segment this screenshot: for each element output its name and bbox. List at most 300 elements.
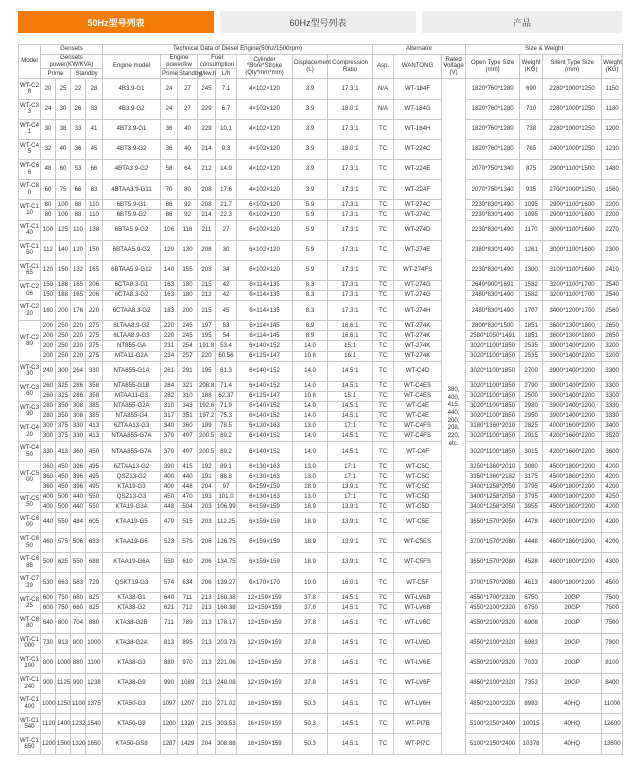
displacement-cell: 3.9 <box>293 139 328 159</box>
engine-model-cell: KTAA19-G6A <box>103 553 161 573</box>
silent-weight-cell: 1560 <box>602 180 623 200</box>
fuel-lh-cell: 14.9 <box>216 160 237 180</box>
asp-cell: TC <box>373 633 394 653</box>
open-size-cell: 2480*830*1490 <box>466 301 520 321</box>
displacement-cell: 37.8 <box>293 674 328 694</box>
asp-cell: TC <box>373 160 394 180</box>
open-size-cell: 2800*830*1500 <box>466 321 520 331</box>
cylinder-cell: 6×102×120 <box>237 210 293 220</box>
header-engine-prime: Prime <box>161 69 178 79</box>
asp-cell: TC <box>373 200 394 210</box>
table-row <box>19 240 623 260</box>
engine-prime-cell: 106 <box>161 220 178 240</box>
engine-prime-cell: 310 <box>161 401 178 411</box>
fuel-gkwh-cell: 206 <box>198 573 216 593</box>
silent-size-cell: 20GP <box>543 603 602 613</box>
asp-cell: TC <box>373 361 394 381</box>
silent-weight-cell: 4250 <box>602 492 623 502</box>
standby-kw-cell: 583 <box>71 573 86 593</box>
silent-size-cell: 2400*1000*1250 <box>543 139 602 159</box>
asp-cell: TC <box>373 734 394 755</box>
open-size-cell: 3020*1100*1850 <box>466 361 520 381</box>
open-size-cell: 1820*760*1280 <box>466 99 520 119</box>
compression-cell: 17:1 <box>328 422 373 432</box>
open-size-cell: 2380*830*1490 <box>466 240 520 260</box>
compression-cell: 17.3:1 <box>328 260 373 280</box>
fuel-lh-cell: 10.1 <box>216 119 237 139</box>
tab-bar <box>18 11 622 33</box>
standby-kva-cell: 825 <box>86 603 103 613</box>
standby-kva-cell: 550 <box>86 492 103 502</box>
standby-kva-cell: 275 <box>86 341 103 351</box>
fuel-gkwh-cell: 191 <box>198 472 216 482</box>
wantong-cell: WT-C5ES <box>394 532 442 552</box>
asp-cell: TC <box>373 240 394 260</box>
displacement-cell: 10.8 <box>293 351 328 361</box>
silent-size-cell: 40HQ <box>543 694 602 714</box>
engine-prime-cell: 36 <box>161 139 178 159</box>
fuel-lh-cell: 54 <box>216 331 237 341</box>
fuel-lh-cell: 308.88 <box>216 734 237 755</box>
open-size-cell: 3020*1100*1850 <box>466 442 520 462</box>
standby-kw-cell: 308 <box>71 401 86 411</box>
open-size-cell: 3020*1100*1850 <box>466 401 520 411</box>
wantong-cell: WT-C4D <box>394 361 442 381</box>
model-cell: WT-C880 <box>19 613 41 633</box>
cylinder-cell: 12×159×159 <box>237 674 293 694</box>
silent-size-cell: 20GP <box>543 674 602 694</box>
header-alternator: Alternator <box>373 45 466 55</box>
engine-model-cell: KTA38-G2A <box>103 633 161 653</box>
silent-size-cell: 3900*1400*2200 <box>543 381 602 391</box>
engine-model-cell: KTA19-G3A <box>103 502 161 512</box>
wantong-cell: WT-224F <box>394 180 442 200</box>
open-size-cell: 2230*830*1490 <box>466 220 520 240</box>
engine-prime-cell: 574 <box>161 573 178 593</box>
silent-weight-cell: 2270 <box>602 220 623 240</box>
open-weight-cell: 3955 <box>520 502 543 512</box>
displacement-cell: 19.0 <box>293 573 328 593</box>
prime-kw-cell: 1200 <box>41 734 56 755</box>
cylinder-cell: 6×114×135 <box>237 301 293 321</box>
prime-kva-cell: 350 <box>56 401 71 411</box>
fuel-gkwh-cell: 213 <box>198 603 216 613</box>
standby-kva-cell: 150 <box>86 240 103 260</box>
table-row <box>19 139 623 159</box>
fuel-gkwh-cell: 208.8 <box>198 381 216 391</box>
fuel-gkwh-cell: 212 <box>198 160 216 180</box>
engine-prime-cell: 400 <box>161 482 178 492</box>
engine-model-cell: NTA855-G4 <box>103 411 161 421</box>
engine-prime-cell: 282 <box>161 391 178 401</box>
open-size-cell: 4550*2100*2320 <box>466 653 520 673</box>
open-size-cell: 3700*1570*2080 <box>466 573 520 593</box>
model-cell: WT-C280 <box>19 321 41 361</box>
header-weight-silent: Weight (KG) <box>602 55 623 79</box>
engine-prime-cell: 163 <box>161 280 178 290</box>
standby-kva-cell: 495 <box>86 462 103 472</box>
standby-kva-cell: 413 <box>86 422 103 432</box>
engine-standby-cell: 407 <box>178 442 198 462</box>
engine-standby-cell: 407 <box>178 432 198 442</box>
engine-standby-cell: 27 <box>178 79 198 99</box>
model-cell: WT-C1650 <box>19 734 41 755</box>
engine-standby-cell: 310 <box>178 391 198 401</box>
prime-kva-cell: 1400 <box>56 714 71 734</box>
open-size-cell: 3350*1360*2182 <box>466 472 520 482</box>
silent-weight-cell: 4200 <box>602 472 623 482</box>
engine-standby-cell: 415 <box>178 462 198 472</box>
asp-cell: TC <box>373 260 394 280</box>
cylinder-cell: 6×159×159 <box>237 512 293 532</box>
prime-kva-cell: 325 <box>56 381 71 391</box>
engine-prime-cell: 450 <box>161 492 178 502</box>
engine-prime-cell: 24 <box>161 99 178 119</box>
fuel-gkwh-cell: 203 <box>198 502 216 512</box>
engine-model-cell: 6BTAA5.9-G2 <box>103 240 161 260</box>
compression-cell: 14.5:1 <box>328 694 373 714</box>
silent-size-cell: 4600*1800*2200 <box>543 512 602 532</box>
open-size-cell: 4850*2100*2320 <box>466 694 520 714</box>
open-size-cell: 3700*1570*2080 <box>466 532 520 552</box>
engine-prime-cell: 711 <box>161 613 178 633</box>
fuel-gkwh-cell: 195 <box>198 361 216 381</box>
wantong-cell: WT-184F <box>394 79 442 99</box>
prime-kw-cell: 300 <box>41 432 56 442</box>
table-row <box>19 260 623 280</box>
prime-kva-cell: 450 <box>56 462 71 472</box>
silent-weight-cell: 2650 <box>602 331 623 341</box>
compression-cell: 15:1 <box>328 391 373 401</box>
fuel-gkwh-cell: 220 <box>198 351 216 361</box>
standby-kva-cell: 1100 <box>86 653 103 673</box>
silent-weight-cell: 12600 <box>602 714 623 734</box>
compression-cell: 17:1 <box>328 472 373 482</box>
engine-model-cell: 4BT3.9-G1 <box>103 119 161 139</box>
table-row <box>19 502 623 512</box>
engine-prime-cell: 120 <box>161 240 178 260</box>
silent-size-cell: 20GP <box>543 653 602 673</box>
standby-kw-cell: 286 <box>71 381 86 391</box>
table-row <box>19 573 623 593</box>
tab-50hz[interactable]: 50Hz型号列表 <box>18 11 214 33</box>
standby-kw-cell: 440 <box>71 502 86 512</box>
prime-kw-cell: 640 <box>41 613 56 633</box>
engine-model-cell: MTA11-G2A <box>103 351 161 361</box>
open-weight-cell: 2915 <box>520 432 543 442</box>
open-weight-cell: 1095 <box>520 200 543 210</box>
tab-60hz[interactable]: 60Hz型号列表 <box>220 11 416 33</box>
table-row <box>19 210 623 220</box>
engine-prime-cell: 523 <box>161 532 178 552</box>
open-weight-cell: 7033 <box>520 653 543 673</box>
asp-cell: TC <box>373 291 394 301</box>
displacement-cell: 13.0 <box>293 422 328 432</box>
silent-size-cell: 4200*1600*2200 <box>543 442 602 462</box>
engine-prime-cell: 448 <box>161 502 178 512</box>
prime-kva-cell: 1125 <box>56 674 71 694</box>
asp-cell: TC <box>373 210 394 220</box>
asp-cell: TC <box>373 119 394 139</box>
open-size-cell: 3180*1360*2010 <box>466 422 520 432</box>
engine-prime-cell: 340 <box>161 422 178 432</box>
displacement-cell: 37.8 <box>293 633 328 653</box>
displacement-cell: 3.9 <box>293 160 328 180</box>
engine-standby-cell: 610 <box>178 553 198 573</box>
fuel-lh-cell: 45 <box>216 301 237 321</box>
table-row <box>19 442 623 462</box>
wantong-cell: WT-C5C <box>394 472 442 482</box>
open-size-cell: 2640*900*1691 <box>466 280 520 290</box>
silent-weight-cell: 4200 <box>602 502 623 512</box>
prime-kva-cell: 663 <box>56 573 71 593</box>
engine-model-cell: 4BT3.9-G2 <box>103 139 161 159</box>
silent-weight-cell: 3300 <box>602 391 623 401</box>
silent-weight-cell: 2200 <box>602 210 623 220</box>
engine-standby-cell: 40 <box>178 139 198 159</box>
engine-standby-cell: 116 <box>178 220 198 240</box>
table-row <box>19 482 623 492</box>
open-weight-cell: 2700 <box>520 361 543 381</box>
engine-standby-cell: 180 <box>178 280 198 290</box>
prime-kw-cell: 24 <box>41 99 56 119</box>
engine-model-cell: 6LTAA8.9-G3 <box>103 331 161 341</box>
standby-kw-cell: 1320 <box>71 734 86 755</box>
asp-cell: TC <box>373 694 394 714</box>
open-weight-cell: 10378 <box>520 734 543 755</box>
displacement-cell: 50.3 <box>293 714 328 734</box>
silent-weight-cell: 2200 <box>602 200 623 210</box>
table-row <box>19 401 623 411</box>
engine-model-cell: NTA855-G1A <box>103 361 161 381</box>
cylinder-cell: 12×159×159 <box>237 653 293 673</box>
header-wantong: WANTONG <box>394 55 442 79</box>
cylinder-cell: 12×159×159 <box>237 603 293 613</box>
silent-weight-cell: 8400 <box>602 674 623 694</box>
standby-kw-cell: 26 <box>71 99 86 119</box>
table-row <box>19 351 623 361</box>
open-weight-cell: 1707 <box>520 301 543 321</box>
table-row <box>19 280 623 290</box>
open-weight-cell: 1261 <box>520 240 543 260</box>
standby-kw-cell: 396 <box>71 462 86 472</box>
prime-kw-cell: 400 <box>41 502 56 512</box>
rated-voltage-cell: 380, 400, 415, 440, 200, 208, 220, etc. <box>442 79 466 755</box>
prime-kw-cell: 280 <box>41 411 56 421</box>
header-open-size: Open Type Size (mm) <box>466 55 520 79</box>
fuel-lh-cell: 27 <box>216 220 237 240</box>
prime-kva-cell: 550 <box>56 512 71 532</box>
standby-kw-cell: 506 <box>71 532 86 552</box>
open-size-cell: 4850*2100*2320 <box>466 674 520 694</box>
displacement-cell: 50.3 <box>293 694 328 714</box>
wantong-cell: WT-C5D <box>394 502 442 512</box>
open-size-cell: 3020*1100*1850 <box>466 411 520 421</box>
compression-cell: 17:1 <box>328 462 373 472</box>
compression-cell: 14.5:1 <box>328 613 373 633</box>
open-size-cell: 2230*830*1490 <box>466 210 520 220</box>
fuel-gkwh-cell: 211 <box>198 220 216 240</box>
prime-kva-cell: 75 <box>56 180 71 200</box>
engine-standby-cell: 504 <box>178 502 198 512</box>
silent-weight-cell: 3520 <box>602 432 623 442</box>
silent-weight-cell: 2540 <box>602 291 623 301</box>
asp-cell: TC <box>373 653 394 673</box>
table-row <box>19 160 623 180</box>
wantong-cell: WT-C5FS <box>394 553 442 573</box>
displacement-cell: 18.9 <box>293 512 328 532</box>
standby-kw-cell: 88 <box>71 210 86 220</box>
silent-weight-cell: 2540 <box>602 280 623 290</box>
open-weight-cell: 935 <box>520 180 543 200</box>
table-row <box>19 603 623 613</box>
silent-size-cell: 4900*1800*2200 <box>543 492 602 502</box>
engine-standby-cell: 360 <box>178 422 198 432</box>
displacement-cell: 14.0 <box>293 442 328 462</box>
fuel-lh-cell: 61.3 <box>216 361 237 381</box>
prime-kva-cell: 450 <box>56 472 71 482</box>
engine-prime-cell: 640 <box>161 593 178 603</box>
compression-cell: 14.5:1 <box>328 593 373 603</box>
fuel-lh-cell: 89.2 <box>216 432 237 442</box>
prime-kva-cell: 500 <box>56 492 71 502</box>
silent-weight-cell: 7500 <box>602 593 623 603</box>
wantong-cell: WT-LV6E <box>394 653 442 673</box>
open-size-cell: 4550*2100*2320 <box>466 633 520 653</box>
fuel-gkwh-cell: 214 <box>198 139 216 159</box>
fuel-gkwh-cell: 213 <box>198 633 216 653</box>
asp-cell: TC <box>373 411 394 421</box>
wantong-cell: WT-LV6B <box>394 593 442 603</box>
header-standby: Standby <box>71 69 103 79</box>
open-weight-cell: 4478 <box>520 512 543 532</box>
standby-kw-cell: 66 <box>71 180 86 200</box>
engine-model-cell: NTA855-G1B <box>103 381 161 391</box>
cylinder-cell: 6×102×120 <box>237 220 293 240</box>
open-weight-cell: 3175 <box>520 472 543 482</box>
standby-kw-cell: 396 <box>71 472 86 482</box>
cylinder-cell: 12×159×159 <box>237 633 293 653</box>
prime-kw-cell: 360 <box>41 482 56 492</box>
prime-kw-cell: 80 <box>41 200 56 210</box>
engine-standby-cell: 515 <box>178 512 198 532</box>
standby-kw-cell: 396 <box>71 482 86 492</box>
open-size-cell: 1820*760*1280 <box>466 79 520 99</box>
silent-weight-cell: 3300 <box>602 381 623 391</box>
table-row <box>19 79 623 99</box>
fuel-lh-cell: 42 <box>216 291 237 301</box>
table-row <box>19 653 623 673</box>
compression-cell: 17.3:1 <box>328 280 373 290</box>
fuel-gkwh-cell: 204 <box>198 734 216 755</box>
cylinder-cell: 6×102×120 <box>237 240 293 260</box>
open-weight-cell: 2535 <box>520 351 543 361</box>
asp-cell: TC <box>373 492 394 502</box>
fuel-gkwh-cell: 212 <box>198 291 216 301</box>
silent-size-cell: 4500*1800*2200 <box>543 472 602 482</box>
displacement-cell: 37.8 <box>293 593 328 603</box>
wantong-cell: WT-274K <box>394 321 442 331</box>
compression-cell: 17.3:1 <box>328 200 373 210</box>
compression-cell: 16.6:1 <box>328 321 373 331</box>
compression-cell: 13.9:1 <box>328 512 373 532</box>
asp-cell: TC <box>373 432 394 442</box>
open-weight-cell: 6908 <box>520 613 543 633</box>
fuel-lh-cell: 17.6 <box>216 180 237 200</box>
model-cell: WT-C140 <box>19 220 41 240</box>
silent-size-cell: 40HQ <box>543 714 602 734</box>
open-size-cell: 1820*760*1280 <box>466 119 520 139</box>
table-row <box>19 532 623 552</box>
open-size-cell: 2070*750*1340 <box>466 180 520 200</box>
prime-kw-cell: 150 <box>41 280 56 290</box>
table-row <box>19 694 623 714</box>
compression-cell: 16.6:1 <box>328 331 373 341</box>
standby-kva-cell: 450 <box>86 442 103 462</box>
open-size-cell: 3400*1258*2050 <box>466 482 520 492</box>
asp-cell: TC <box>373 472 394 482</box>
table-row <box>19 331 623 341</box>
displacement-cell: 3.9 <box>293 119 328 139</box>
prime-kva-cell: 100 <box>56 210 71 220</box>
wantong-cell: WT-PI7B <box>394 714 442 734</box>
open-weight-cell: 3015 <box>520 442 543 462</box>
model-cell: WT-C600 <box>19 512 41 532</box>
standby-kw-cell: 330 <box>71 422 86 432</box>
open-weight-cell: 2950 <box>520 411 543 421</box>
tab-products[interactable]: 产品 <box>422 11 622 33</box>
standby-kw-cell: 286 <box>71 391 86 401</box>
prime-kva-cell: 200 <box>56 301 71 321</box>
asp-cell: TC <box>373 321 394 331</box>
engine-model-cell: 4BTAA3.9-G11 <box>103 180 161 200</box>
engine-standby-cell: 130 <box>178 240 198 260</box>
fuel-gkwh-cell: 192 <box>198 462 216 472</box>
open-size-cell: 2230*830*1490 <box>466 200 520 210</box>
wantong-cell: WT-LV6H <box>394 694 442 714</box>
fuel-lh-cell: 71.4 <box>216 381 237 391</box>
table-row <box>19 361 623 381</box>
fuel-lh-cell: 271.02 <box>216 694 237 714</box>
prime-kva-cell: 140 <box>56 240 71 260</box>
prime-kw-cell: 60 <box>41 180 56 200</box>
fuel-gkwh-cell: 215 <box>198 714 216 734</box>
table-row <box>19 220 623 240</box>
fuel-gkwh-cell: 193 <box>198 492 216 502</box>
silent-weight-cell: 3600 <box>602 442 623 462</box>
model-cell: WT-C825 <box>19 593 41 613</box>
model-cell: WT-C420 <box>19 422 41 442</box>
wantong-cell: WT-PI7C <box>394 734 442 755</box>
silent-weight-cell: 11000 <box>602 694 623 714</box>
asp-cell: TC <box>373 180 394 200</box>
asp-cell: TC <box>373 613 394 633</box>
standby-kw-cell: 120 <box>71 240 86 260</box>
engine-standby-cell: 180 <box>178 291 198 301</box>
table-row <box>19 422 623 432</box>
asp-cell: TC <box>373 714 394 734</box>
cylinder-cell: 4×102×120 <box>237 119 293 139</box>
cylinder-cell: 6×114×135 <box>237 280 293 290</box>
prime-kva-cell: 250 <box>56 351 71 361</box>
silent-size-cell: 3900*1400*2200 <box>543 351 602 361</box>
open-weight-cell: 765 <box>520 139 543 159</box>
standby-kva-cell: 275 <box>86 321 103 331</box>
model-cell: WT-C688 <box>19 553 41 573</box>
open-weight-cell: 3795 <box>520 482 543 492</box>
cylinder-cell: 6×140×152 <box>237 411 293 421</box>
table-row <box>19 301 623 321</box>
